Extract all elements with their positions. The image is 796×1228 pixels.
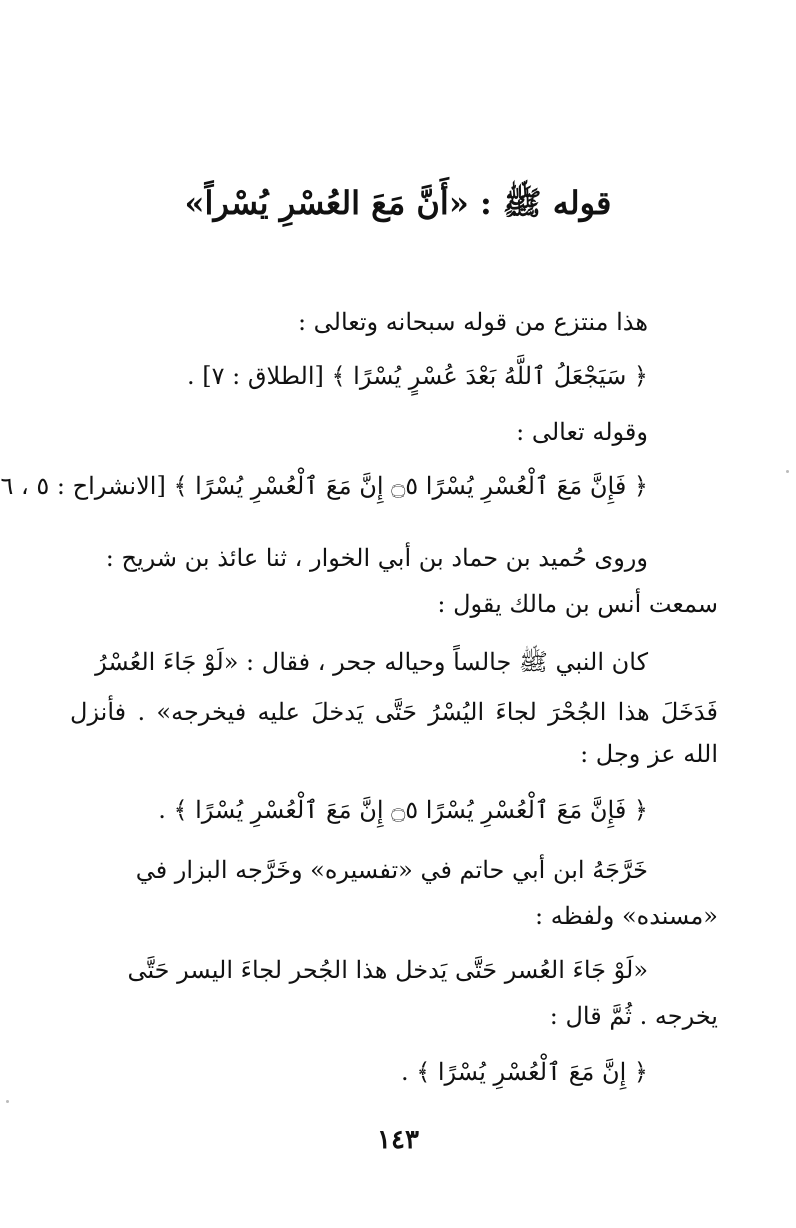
scan-mark	[6, 1100, 9, 1103]
narration-line-1: وروى حُميد بن حماد بن أبي الخوار ، ثنا عائذ بن شريح :	[105, 544, 648, 572]
quran-verse-talaq: ﴿ سَيَجْعَلُ ٱللَّهُ بَعْدَ عُسْرٍ يُسْرًا ﴾ [الطلاق : ٧] .	[187, 362, 648, 390]
hadith-line-3: الله عز وجل :	[580, 740, 718, 768]
source-line-1: خَرَّجَهُ ابن أبي حاتم في «تفسيره» وخَرَّجه البزار في	[135, 856, 648, 884]
quran-verse-final: ﴿ إِنَّ مَعَ ٱلْعُسْرِ يُسْرًا ﴾ .	[400, 1058, 648, 1086]
quran-verse-inshirah: ﴿ فَإِنَّ مَعَ ٱلْعُسْرِ يُسْرًا ۝٥ إِنَّ مَعَ ٱلْعُسْرِ يُسْرًا ﴾ [الانشراح : ٥ ، ٦	[0, 472, 648, 500]
quran-verse-inshirah-repeat: ﴿ فَإِنَّ مَعَ ٱلْعُسْرِ يُسْرًا ۝٥ إِنَّ مَعَ ٱلْعُسْرِ يُسْرًا ﴾ .	[158, 796, 648, 824]
hadith-line-2: فَدَخَلَ هذا الجُحْرَ لجاءَ اليُسْرُ حَتَّى يَدخلَ عليه فيخرجه» . فأنزل	[70, 698, 718, 726]
intro-line: هذا منتزع من قوله سبحانه وتعالى :	[297, 308, 648, 336]
narration-line-2: سمعت أنس بن مالك يقول :	[437, 590, 718, 618]
page-number: ١٤٣	[377, 1125, 419, 1155]
wording-line-1: «لَوْ جَاءَ العُسر حَتَّى يَدخل هذا الجُحر لجاءَ اليسر حَتَّى	[127, 956, 648, 984]
wording-line-2: يخرجه . ثُمَّ قال :	[549, 1002, 718, 1030]
page-title: قوله ﷺ : «أَنَّ مَعَ العُسْرِ يُسْراً»	[184, 184, 612, 222]
verse-intro-line: وقوله تعالى :	[516, 418, 648, 446]
source-line-2: «مسنده» ولفظه :	[535, 902, 718, 930]
hadith-line-1: كان النبي ﷺ جالساً وحياله جحر ، فقال : «لَوْ جَاءَ العُسْرُ	[95, 648, 648, 676]
scan-mark	[786, 470, 789, 473]
